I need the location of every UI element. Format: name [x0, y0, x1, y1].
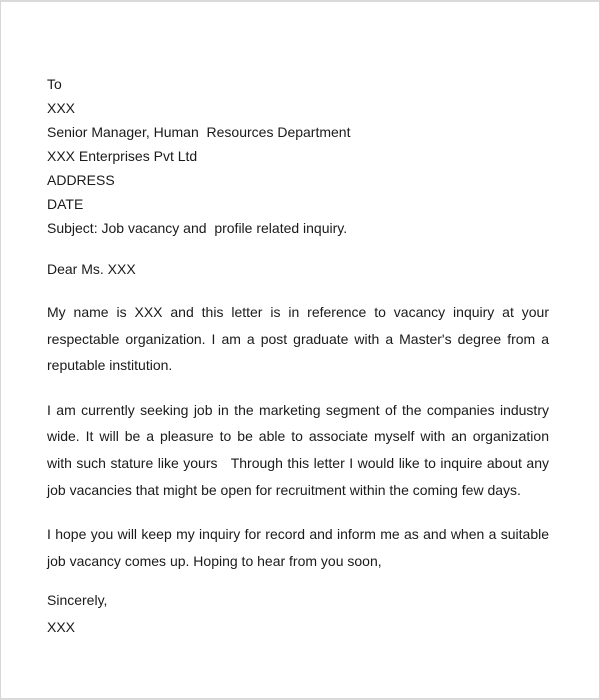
paragraph-line: respectable organization. I am a post graduate with a Master's degree from a — [47, 330, 549, 347]
paragraph-line: I hope you will keep my inquiry for record and inform me as and when a suitable — [47, 526, 549, 543]
signature-name: XXX — [47, 618, 76, 635]
paragraph-line: reputable institution. — [47, 357, 173, 374]
body-paragraph-1 — [47, 299, 549, 379]
recipient-name: XXX — [47, 100, 76, 116]
body-paragraph-2 — [47, 397, 549, 503]
paragraph-line: My name is XXX and this letter is in reference to vacancy inquiry at your — [47, 304, 549, 320]
paragraph-line: wide. It will be a pleasure to be able to associate myself with an organization — [47, 428, 549, 445]
paragraph-line: job vacancy comes up. Hoping to hear from you soon, — [47, 552, 382, 569]
paragraph-line: I am currently seeking job in the marketing segment of the companies industry — [47, 401, 549, 418]
recipient-address: ADDRESS — [47, 172, 115, 188]
closing-phrase: Sincerely, — [47, 592, 108, 609]
letter-date: DATE — [47, 196, 84, 212]
salutation: Dear Ms. XXX — [47, 261, 136, 277]
body-paragraph-3 — [47, 521, 549, 574]
paragraph-line: with such stature like yours Through this letter I would like to inquire about any — [47, 454, 549, 471]
closing-block — [47, 587, 549, 640]
subject-line: Subject: Job vacancy and profile related inquiry. — [47, 220, 348, 236]
recipient-company: XXX Enterprises Pvt Ltd — [47, 148, 198, 164]
recipient-title: Senior Manager, Human Resources Department — [47, 124, 351, 140]
recipient-block — [47, 72, 549, 240]
paragraph-line: job vacancies that might be open for recruitment within the coming few days. — [47, 481, 521, 498]
recipient-to-label: To — [47, 76, 62, 92]
